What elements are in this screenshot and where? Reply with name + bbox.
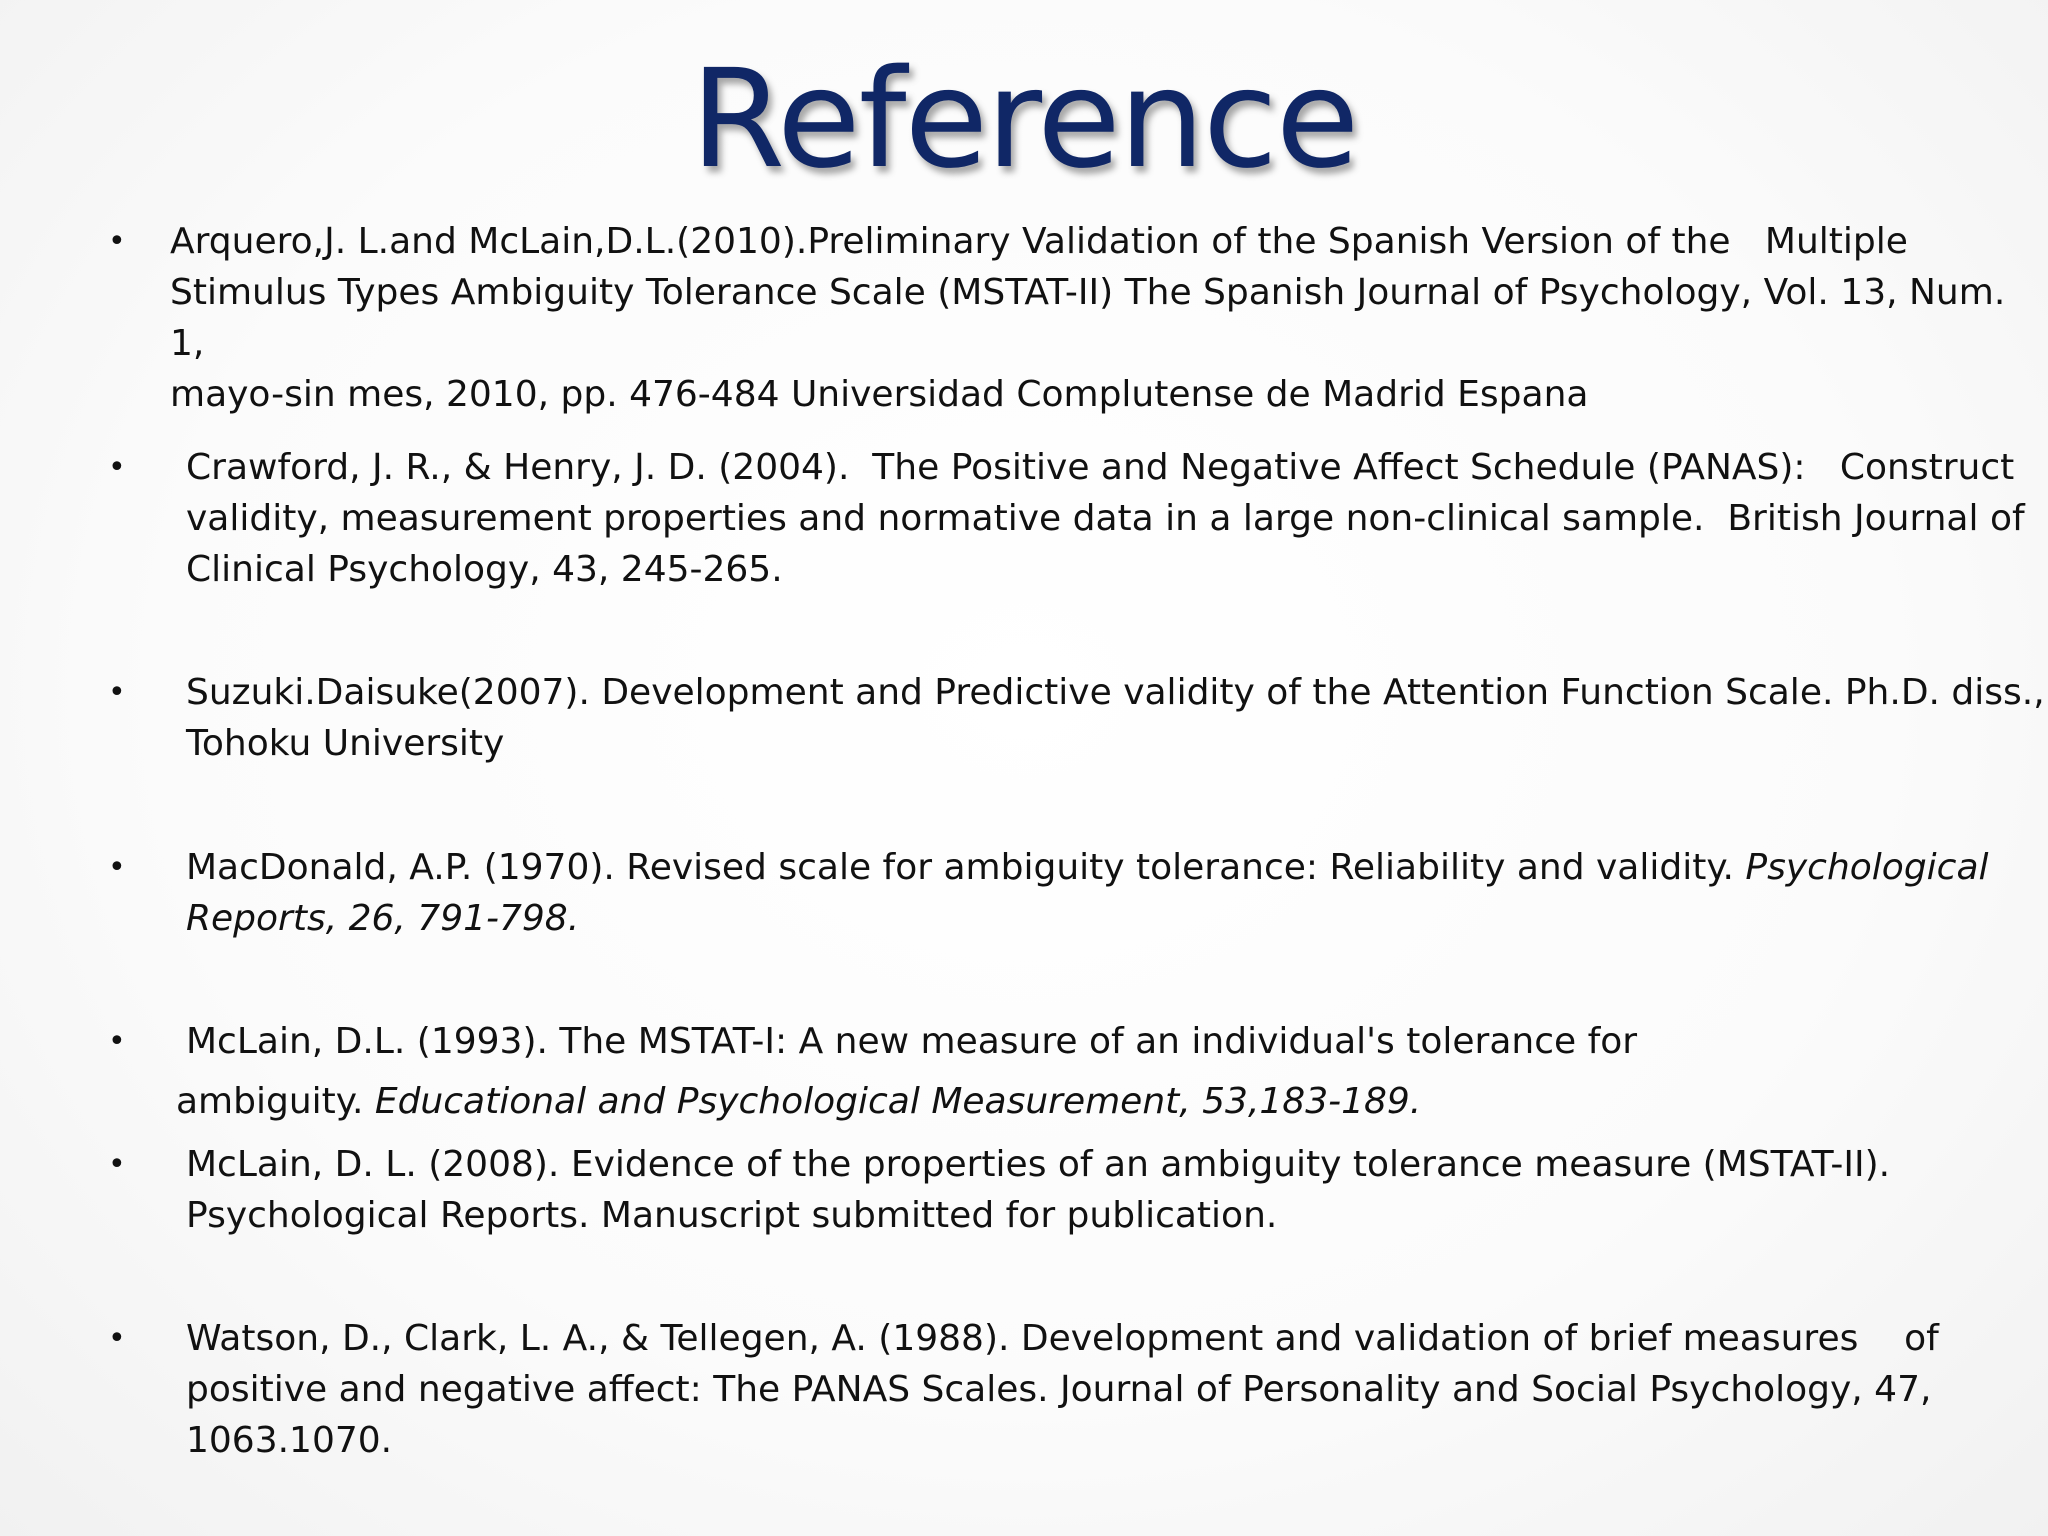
bullet-icon: • bbox=[108, 1321, 126, 1356]
reference-text: Suzuki.Daisuke(2007). Development and Predictive validity of the Attention Function Scale. Ph.D. diss., Tohoku University bbox=[186, 672, 2045, 764]
reference-text-plain: MacDonald, A.P. (1970). Revised scale for ambiguity tolerance: Reliability and validity. bbox=[186, 847, 1746, 888]
bullet-icon: • bbox=[108, 450, 126, 485]
reference-journal-italic: Psychological Reports, 26, 791-798. bbox=[186, 847, 1989, 939]
reference-text: Watson, D., Clark, L. A., & Tellegen, A. (1988). Development and validation of brief measures of positive and negative affect: The PANAS Scales. Journal of Personality and Social Psychology, 47, 1063.1070. bbox=[186, 1318, 1939, 1461]
reference-text: McLain, D.L. (1993). The MSTAT-I: A new measure of an individual's tolerance for bbox=[186, 1021, 1638, 1062]
bullet-icon: • bbox=[108, 850, 126, 885]
bullet-icon: • bbox=[108, 675, 126, 710]
reference-text: Crawford, J. R., & Henry, J. D. (2004). The Positive and Negative Affect Schedule (PANAS): Construct validity, measurement properties and normative data in a large non-clinical sample. British Journal of Clinical Psychology, 43, 245-265. bbox=[186, 447, 2025, 590]
slide-title: Reference bbox=[690, 41, 1358, 199]
bullet-icon: • bbox=[108, 1147, 126, 1182]
bullet-icon: • bbox=[108, 1024, 126, 1059]
reference-text: McLain, D. L. (2008). Evidence of the properties of an ambiguity tolerance measure (MSTAT-II). Psychological Reports. Manuscript submitted for publication. bbox=[186, 1144, 1891, 1236]
bullet-icon: • bbox=[108, 224, 126, 259]
reference-journal-italic: Educational and Psychological Measurement, 53,183-189. bbox=[374, 1081, 1422, 1122]
reference-text-plain: ambiguity. bbox=[176, 1081, 375, 1122]
reference-text bbox=[186, 842, 2048, 944]
reference-text: Arquero,J. L.and McLain,D.L.(2010).Preliminary Validation of the Spanish Version of the Multiple Stimulus Types Ambiguity Tolerance Scale (MSTAT-II) The Spanish Journal of Psychology, Vol. 13, Num. 1, mayo-sin mes, 2010, pp. 476-484 Universidad Complutense de Madrid Espana bbox=[170, 221, 2006, 415]
reference-text-continuation bbox=[176, 1076, 1421, 1127]
